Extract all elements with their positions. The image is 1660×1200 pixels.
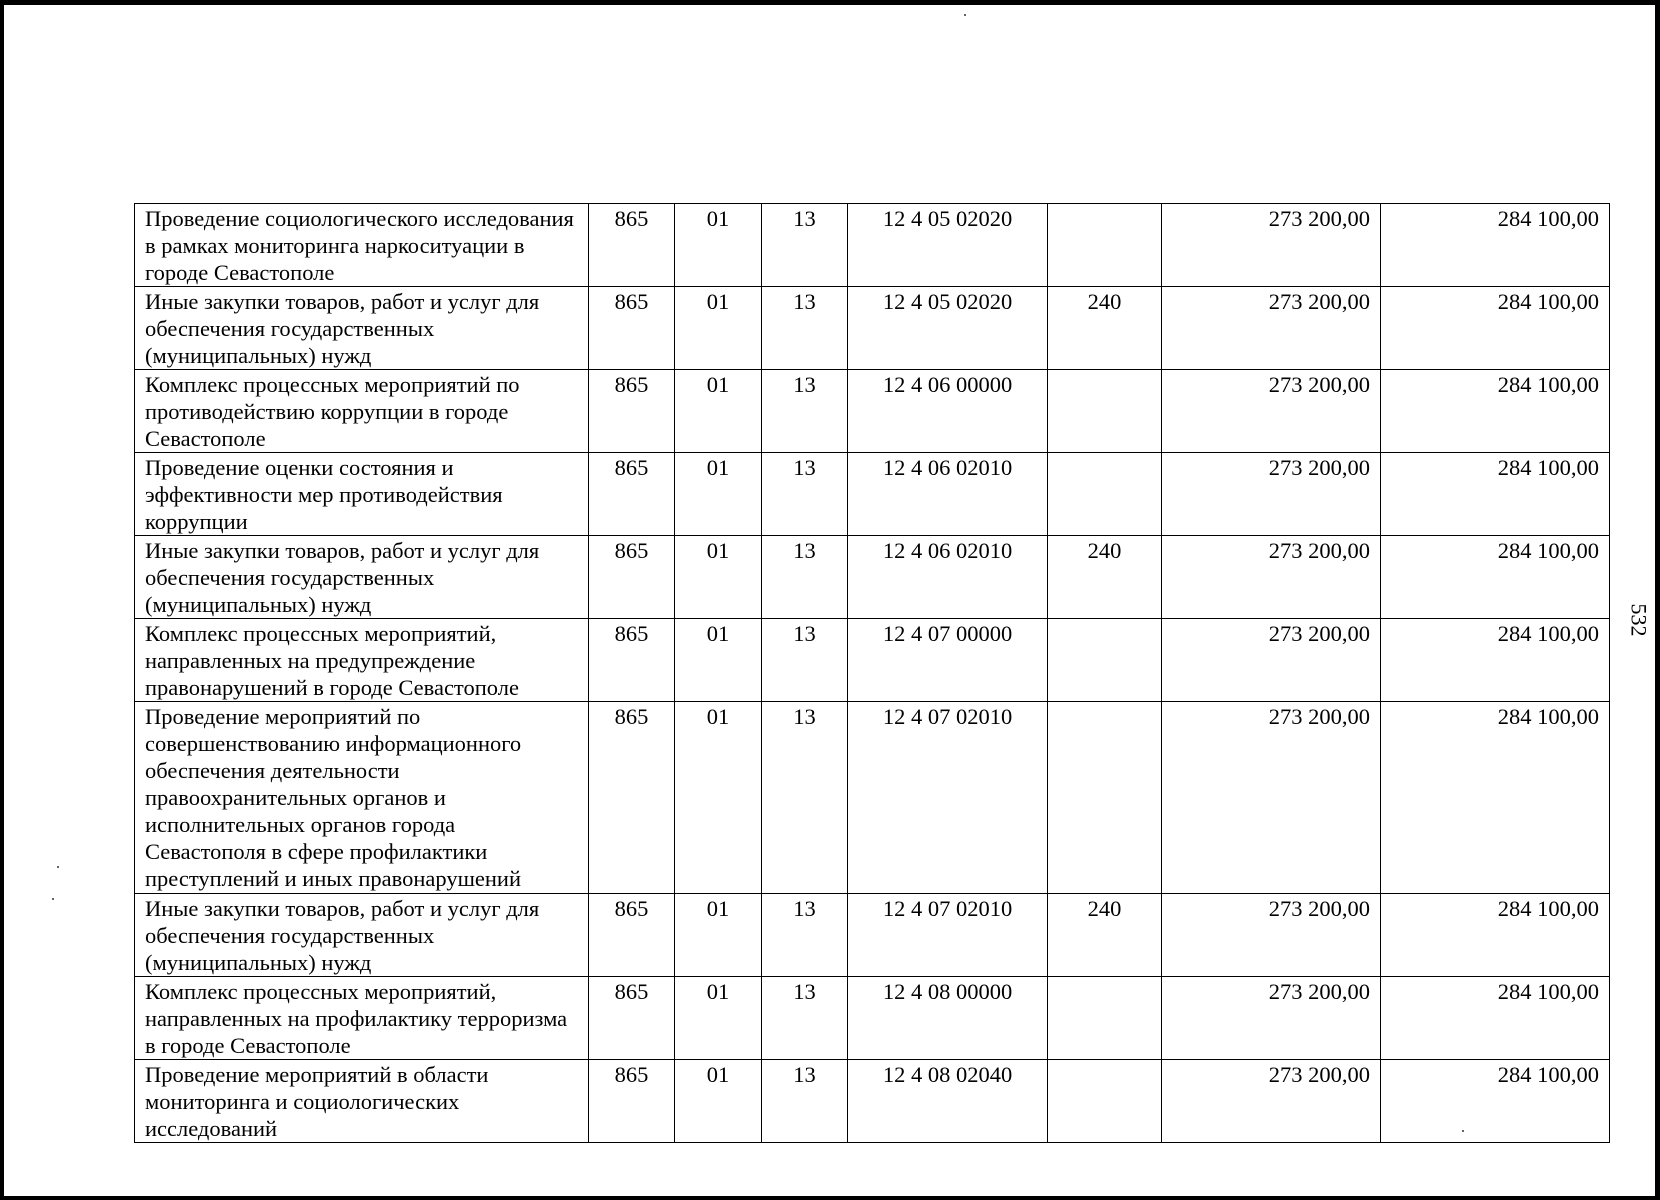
cell-csr: 12 4 07 02010 bbox=[848, 894, 1048, 977]
table-row bbox=[135, 287, 1610, 370]
table-row bbox=[135, 702, 1610, 894]
cell-vr bbox=[1048, 204, 1162, 287]
cell-amount-2: 284 100,00 bbox=[1381, 619, 1610, 702]
cell-rz: 01 bbox=[675, 536, 762, 619]
table-row bbox=[135, 536, 1610, 619]
cell-amount-1: 273 200,00 bbox=[1162, 204, 1381, 287]
cell-pr: 13 bbox=[762, 370, 848, 453]
cell-csr: 12 4 05 02020 bbox=[848, 204, 1048, 287]
scan-speck bbox=[964, 14, 966, 16]
cell-rz: 01 bbox=[675, 453, 762, 536]
cell-csr: 12 4 06 02010 bbox=[848, 536, 1048, 619]
cell-vr bbox=[1048, 702, 1162, 894]
scan-speck bbox=[57, 866, 59, 868]
cell-rz: 01 bbox=[675, 702, 762, 894]
budget-table-container bbox=[134, 203, 1610, 1143]
cell-pr: 13 bbox=[762, 977, 848, 1060]
cell-pr: 13 bbox=[762, 619, 848, 702]
table-row bbox=[135, 453, 1610, 536]
cell-name: Комплекс процессных мероприятий, направленных на профилактику терроризма в городе Севастополе bbox=[135, 977, 589, 1060]
cell-rz: 01 bbox=[675, 977, 762, 1060]
cell-grbs: 865 bbox=[589, 453, 675, 536]
cell-vr bbox=[1048, 977, 1162, 1060]
cell-name: Иные закупки товаров, работ и услуг для обеспечения государственных (муниципальных) нужд bbox=[135, 894, 589, 977]
cell-pr: 13 bbox=[762, 536, 848, 619]
cell-grbs: 865 bbox=[589, 977, 675, 1060]
cell-name: Проведение оценки состояния и эффективности мер противодействия коррупции bbox=[135, 453, 589, 536]
cell-amount-2: 284 100,00 bbox=[1381, 894, 1610, 977]
cell-rz: 01 bbox=[675, 894, 762, 977]
page-border-top bbox=[0, 0, 1660, 5]
cell-amount-1: 273 200,00 bbox=[1162, 536, 1381, 619]
cell-grbs: 865 bbox=[589, 370, 675, 453]
cell-amount-1: 273 200,00 bbox=[1162, 894, 1381, 977]
cell-amount-1: 273 200,00 bbox=[1162, 453, 1381, 536]
cell-csr: 12 4 08 00000 bbox=[848, 977, 1048, 1060]
cell-vr bbox=[1048, 619, 1162, 702]
cell-csr: 12 4 07 02010 bbox=[848, 702, 1048, 894]
cell-name: Проведение мероприятий в области мониторинга и социологических исследований bbox=[135, 1060, 589, 1143]
cell-grbs: 865 bbox=[589, 619, 675, 702]
page-number: 532 bbox=[1626, 603, 1652, 637]
cell-csr: 12 4 07 00000 bbox=[848, 619, 1048, 702]
cell-amount-2: 284 100,00 bbox=[1381, 453, 1610, 536]
cell-rz: 01 bbox=[675, 204, 762, 287]
cell-csr: 12 4 08 02040 bbox=[848, 1060, 1048, 1143]
cell-amount-2: 284 100,00 bbox=[1381, 1060, 1610, 1143]
scan-speck bbox=[52, 898, 54, 900]
cell-amount-2: 284 100,00 bbox=[1381, 370, 1610, 453]
cell-pr: 13 bbox=[762, 287, 848, 370]
table-row bbox=[135, 977, 1610, 1060]
cell-vr bbox=[1048, 1060, 1162, 1143]
page-border-right bbox=[1655, 0, 1660, 1200]
cell-amount-2: 284 100,00 bbox=[1381, 977, 1610, 1060]
cell-grbs: 865 bbox=[589, 894, 675, 977]
cell-csr: 12 4 06 00000 bbox=[848, 370, 1048, 453]
cell-name: Иные закупки товаров, работ и услуг для обеспечения государственных (муниципальных) нужд bbox=[135, 536, 589, 619]
cell-pr: 13 bbox=[762, 1060, 848, 1143]
cell-name: Проведение социологического исследования в рамках мониторинга наркоситуации в городе Севастополе bbox=[135, 204, 589, 287]
table-row bbox=[135, 370, 1610, 453]
cell-vr bbox=[1048, 453, 1162, 536]
cell-amount-1: 273 200,00 bbox=[1162, 370, 1381, 453]
cell-grbs: 865 bbox=[589, 287, 675, 370]
cell-vr: 240 bbox=[1048, 894, 1162, 977]
cell-csr: 12 4 05 02020 bbox=[848, 287, 1048, 370]
cell-vr: 240 bbox=[1048, 536, 1162, 619]
cell-amount-1: 273 200,00 bbox=[1162, 287, 1381, 370]
cell-grbs: 865 bbox=[589, 1060, 675, 1143]
cell-vr: 240 bbox=[1048, 287, 1162, 370]
cell-rz: 01 bbox=[675, 370, 762, 453]
page-border-bottom bbox=[0, 1196, 1660, 1200]
cell-amount-2: 284 100,00 bbox=[1381, 204, 1610, 287]
cell-amount-1: 273 200,00 bbox=[1162, 1060, 1381, 1143]
cell-name: Иные закупки товаров, работ и услуг для обеспечения государственных (муниципальных) нужд bbox=[135, 287, 589, 370]
table-row bbox=[135, 204, 1610, 287]
cell-rz: 01 bbox=[675, 619, 762, 702]
table-row bbox=[135, 619, 1610, 702]
cell-vr bbox=[1048, 370, 1162, 453]
cell-amount-1: 273 200,00 bbox=[1162, 702, 1381, 894]
cell-amount-1: 273 200,00 bbox=[1162, 619, 1381, 702]
cell-csr: 12 4 06 02010 bbox=[848, 453, 1048, 536]
cell-pr: 13 bbox=[762, 453, 848, 536]
cell-grbs: 865 bbox=[589, 702, 675, 894]
cell-rz: 01 bbox=[675, 1060, 762, 1143]
cell-name: Комплекс процессных мероприятий, направленных на предупреждение правонарушений в городе Севастополе bbox=[135, 619, 589, 702]
page-border-left bbox=[0, 0, 4, 1200]
cell-amount-2: 284 100,00 bbox=[1381, 702, 1610, 894]
cell-rz: 01 bbox=[675, 287, 762, 370]
table-row bbox=[135, 894, 1610, 977]
cell-pr: 13 bbox=[762, 204, 848, 287]
cell-grbs: 865 bbox=[589, 204, 675, 287]
table-row bbox=[135, 1060, 1610, 1143]
cell-name: Проведение мероприятий по совершенствованию информационного обеспечения деятельности правоохранительных органов и исполнительных органов города Севастополя в сфере профилактики преступлений и иных правонарушений bbox=[135, 702, 589, 894]
cell-grbs: 865 bbox=[589, 536, 675, 619]
cell-amount-2: 284 100,00 bbox=[1381, 287, 1610, 370]
cell-pr: 13 bbox=[762, 702, 848, 894]
budget-table bbox=[134, 203, 1610, 1143]
cell-name: Комплекс процессных мероприятий по противодействию коррупции в городе Севастополе bbox=[135, 370, 589, 453]
cell-amount-2: 284 100,00 bbox=[1381, 536, 1610, 619]
cell-pr: 13 bbox=[762, 894, 848, 977]
cell-amount-1: 273 200,00 bbox=[1162, 977, 1381, 1060]
